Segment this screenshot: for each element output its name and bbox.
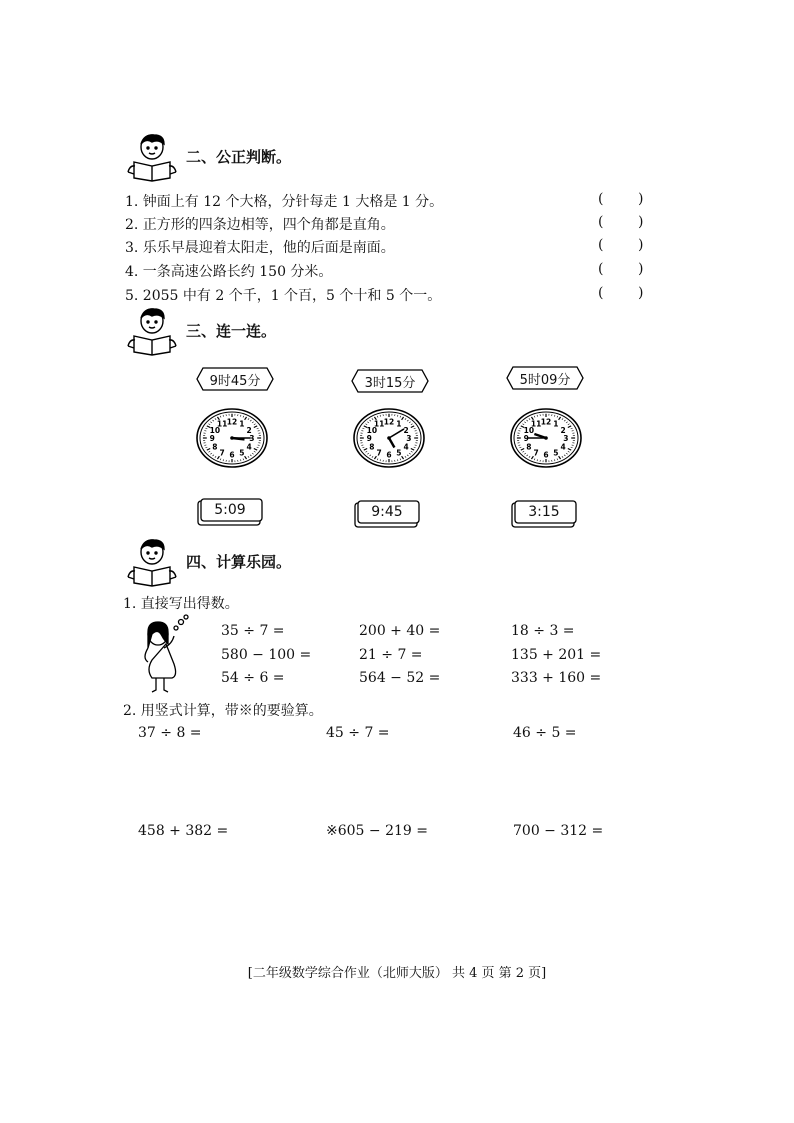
svg-text:12: 12 (226, 417, 238, 427)
digital-clock-3[interactable]: 3:15 (511, 500, 577, 528)
svg-text:4: 4 (246, 442, 252, 452)
svg-text:2: 2 (403, 425, 409, 435)
direct-expr-2-2: 21 ÷ 7 = (359, 647, 423, 663)
time-tag-3[interactable]: 5时09分 (505, 365, 585, 391)
svg-text:5: 5 (553, 448, 559, 458)
direct-expr-1-2: 200 + 40 = (359, 623, 441, 639)
svg-text:8: 8 (526, 442, 532, 452)
section-2-header (124, 132, 424, 182)
svg-text:7: 7 (533, 448, 539, 458)
svg-text:12: 12 (383, 417, 395, 427)
svg-text:9: 9 (366, 434, 372, 443)
svg-text:3: 3 (249, 434, 255, 443)
svg-text:11: 11 (216, 419, 228, 429)
direct-expr-1-1: 35 ÷ 7 = (221, 623, 285, 639)
svg-text:6: 6 (229, 450, 235, 460)
svg-text:1: 1 (553, 419, 559, 429)
vertical-expr-1-1: 37 ÷ 8 = (138, 725, 202, 741)
svg-text:6: 6 (386, 450, 392, 460)
reading-child-icon (124, 132, 182, 182)
svg-text:11: 11 (373, 419, 385, 429)
svg-text:5: 5 (396, 448, 402, 458)
section-4-title: 四、计算乐园。 (186, 553, 292, 571)
svg-text:12: 12 (540, 417, 552, 427)
svg-text:9: 9 (523, 434, 529, 443)
time-tag-1[interactable]: 9时45分 (195, 366, 275, 392)
judge-question-2: 2. 正方形的四条边相等，四个角都是直角。 (125, 217, 395, 233)
svg-text:4: 4 (560, 442, 566, 452)
thinking-girl-icon (134, 614, 190, 696)
analog-clock-1[interactable] (196, 407, 268, 469)
direct-expr-3-2: 564 − 52 = (359, 670, 441, 686)
section-4-header (124, 537, 424, 587)
vertical-expr-2-1: 458 + 382 = (138, 823, 229, 839)
subquestion-1-title: 1. 直接写出得数。 (123, 596, 239, 612)
judge-question-3: 3. 乐乐早晨迎着太阳走，他的后面是南面。 (125, 240, 395, 256)
svg-text:2: 2 (560, 425, 566, 435)
judge-question-5: 5. 2055 中有 2 个千，1 个百，5 个十和 5 个一。 (125, 288, 442, 304)
svg-text:11: 11 (530, 419, 542, 429)
vertical-expr-2-3: 700 − 312 = (513, 823, 604, 839)
vertical-expr-1-2: 45 ÷ 7 = (326, 725, 390, 741)
svg-text:1: 1 (239, 419, 245, 429)
page-footer: [二年级数学综合作业（北师大版） 共 4 页 第 2 页] (247, 966, 547, 981)
svg-text:10: 10 (523, 425, 535, 435)
svg-text:5: 5 (239, 448, 245, 458)
svg-text:4: 4 (403, 442, 409, 452)
svg-text:9: 9 (209, 434, 215, 443)
section-3-title: 三、连一连。 (186, 322, 277, 340)
reading-child-icon (124, 306, 182, 356)
direct-expr-1-3: 18 ÷ 3 = (511, 623, 575, 639)
svg-text:2: 2 (246, 425, 252, 435)
judge-question-4: 4. 一条高速公路长约 150 分米。 (125, 264, 333, 280)
svg-text:10: 10 (209, 425, 221, 435)
vertical-expr-2-2: ※605 − 219 = (326, 823, 428, 839)
direct-expr-2-1: 580 − 100 = (221, 647, 312, 663)
subquestion-2-title: 2. 用竖式计算，带※的要验算。 (123, 703, 323, 719)
direct-expr-3-3: 333 + 160 = (511, 670, 602, 686)
svg-text:6: 6 (543, 450, 549, 460)
analog-clock-2[interactable] (353, 407, 425, 469)
direct-expr-3-1: 54 ÷ 6 = (221, 670, 285, 686)
svg-text:1: 1 (396, 419, 402, 429)
svg-text:3: 3 (563, 434, 569, 443)
analog-clock-3[interactable] (510, 407, 582, 469)
digital-clock-1[interactable]: 5:09 (197, 498, 263, 526)
section-3-header (124, 306, 424, 356)
digital-clock-2[interactable]: 9:45 (354, 500, 420, 528)
svg-text:3: 3 (406, 434, 412, 443)
svg-text:8: 8 (212, 442, 218, 452)
svg-text:7: 7 (376, 448, 382, 458)
section-2-title: 二、公正判断。 (186, 148, 292, 166)
direct-expr-2-3: 135 + 201 = (511, 647, 602, 663)
svg-text:7: 7 (219, 448, 225, 458)
svg-text:10: 10 (366, 425, 378, 435)
judge-question-1: 1. 钟面上有 12 个大格，分针每走 1 大格是 1 分。 (125, 194, 444, 210)
reading-child-icon (124, 537, 182, 587)
vertical-expr-1-3: 46 ÷ 5 = (513, 725, 577, 741)
time-tag-2[interactable]: 3时15分 (350, 368, 430, 394)
svg-text:8: 8 (369, 442, 375, 452)
